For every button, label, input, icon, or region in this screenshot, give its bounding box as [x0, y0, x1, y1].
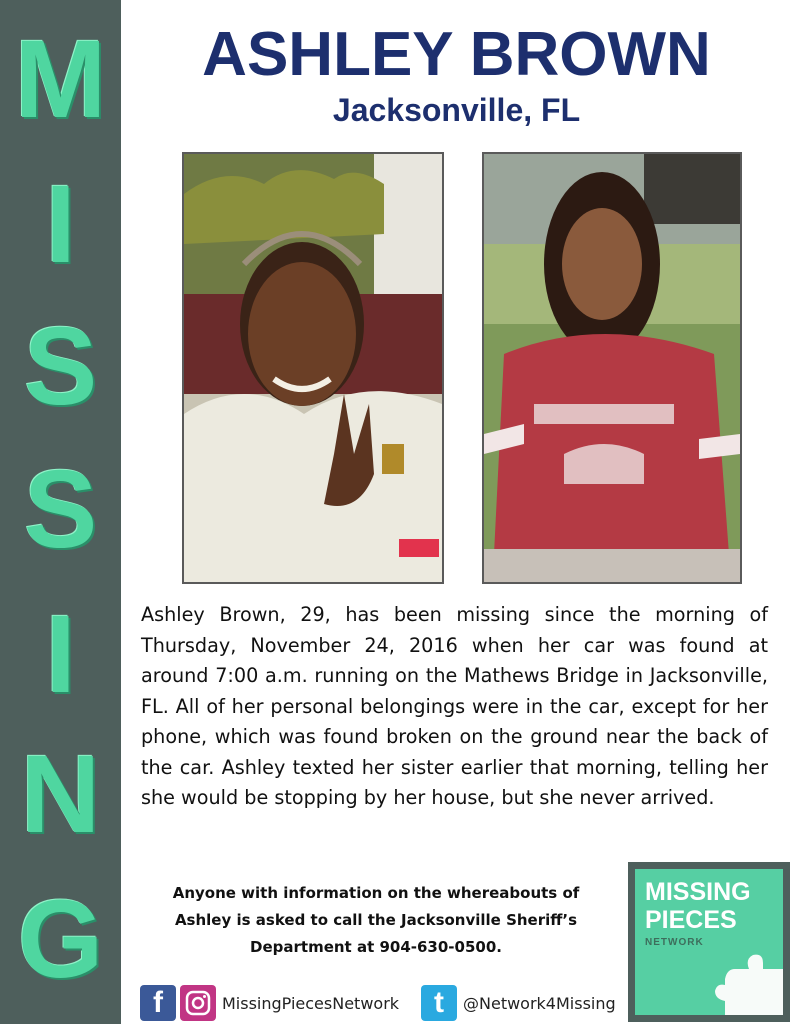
sidebar-letter-n: N — [20, 733, 101, 856]
missing-pieces-network-logo — [628, 862, 790, 1022]
sidebar-letter-g: G — [17, 878, 104, 1001]
contact-line-2: Ashley is asked to call the Jacksonville Sheriff’s — [174, 911, 578, 929]
person-name-title: ASHLEY BROWN — [202, 20, 711, 89]
photo-left — [182, 152, 444, 584]
location-subtitle: Jacksonville, FL — [332, 92, 581, 128]
instagram-icon[interactable] — [180, 985, 216, 1021]
sidebar-letter-s: S — [23, 305, 98, 428]
sidebar-letter-s-2: S — [23, 448, 98, 571]
logo-line-3: NETWORK — [645, 937, 704, 948]
sidebar-letter-m: M — [14, 18, 107, 141]
puzzle-piece-icon — [715, 939, 783, 1015]
photo-portrait-smiling-icon — [184, 154, 442, 582]
logo-line-2: PIECES — [645, 906, 737, 934]
logo-line-1: MISSING — [645, 878, 751, 906]
social-twitter — [421, 984, 616, 1022]
twitter-icon[interactable]: t — [421, 985, 457, 1021]
contact-line-1: Anyone with information on the whereabouts of — [172, 884, 580, 902]
twitter-handle[interactable]: @Network4Missing — [463, 993, 616, 1013]
case-description: Ashley Brown, 29, has been missing since the morning of Thursday, November 24, 2016 when her car was found at around 7:00 a.m. running on the Mathews Bridge in Jacksonville, FL. All of her personal belongings were in the car, except for her phone, which was found broken on the ground near the back of the car. Ashley texted her sister earlier that morning, telling her she would be stopping by her house, but she never arrived. — [141, 603, 768, 809]
sidebar-letter-i: I — [45, 163, 76, 286]
facebook-icon[interactable]: f — [140, 985, 176, 1021]
contact-info — [126, 880, 626, 961]
photo-right — [482, 152, 742, 584]
facebook-instagram-handle[interactable]: MissingPiecesNetwork — [222, 993, 400, 1013]
missing-sidebar — [0, 0, 121, 1024]
photo-portrait-california-sweatshirt-icon — [484, 154, 740, 582]
social-facebook-instagram — [140, 984, 399, 1022]
sidebar-letter-i-2: I — [45, 593, 76, 716]
contact-line-3: Department at 904-630-0500. — [250, 938, 502, 956]
